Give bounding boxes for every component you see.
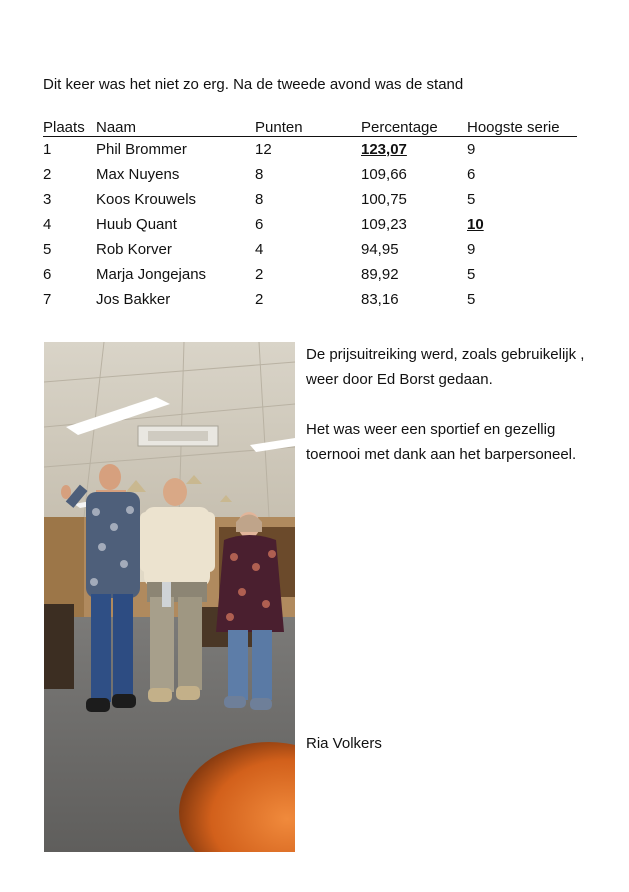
row-series: 5 — [467, 191, 476, 208]
author-signature: Ria Volkers — [306, 735, 382, 752]
row-place: 3 — [43, 191, 52, 208]
intro-text: Dit keer was het niet zo erg. Na de tweede avond was de stand — [43, 76, 464, 93]
row-series: 9 — [467, 241, 476, 258]
table-row — [43, 287, 577, 312]
row-percentage-highlight: 123,07 — [361, 141, 407, 158]
row-place: 5 — [43, 241, 52, 258]
table-row — [43, 187, 577, 212]
row-name: Max Nuyens — [96, 166, 180, 183]
row-series: 5 — [467, 266, 476, 283]
header-punten: Punten — [255, 116, 361, 137]
row-series: 9 — [467, 141, 476, 158]
standings-table — [43, 116, 577, 312]
row-percentage: 83,16 — [361, 291, 399, 308]
report-text — [306, 342, 606, 492]
table-row — [43, 162, 577, 187]
row-name: Phil Brommer — [96, 141, 187, 158]
row-name: Marja Jongejans — [96, 266, 207, 283]
row-percentage: 109,23 — [361, 216, 407, 233]
row-points: 2 — [255, 291, 264, 308]
row-name: Jos Bakker — [96, 291, 171, 308]
header-hoogste-serie: Hoogste serie — [467, 116, 577, 137]
row-series: 6 — [467, 166, 476, 183]
paragraph-thanks: Het was weer een sportief en gezellig toernooi met dank aan het barpersoneel. — [306, 421, 577, 463]
row-points: 8 — [255, 191, 264, 208]
row-percentage: 100,75 — [361, 191, 407, 208]
row-place: 7 — [43, 291, 52, 308]
row-name: Koos Krouwels — [96, 191, 197, 208]
table-row — [43, 237, 577, 262]
row-percentage: 89,92 — [361, 266, 399, 283]
row-points: 8 — [255, 166, 264, 183]
table-row — [43, 212, 577, 237]
header-plaats: Plaats — [43, 116, 96, 137]
row-percentage: 109,66 — [361, 166, 407, 183]
prize-ceremony-photo — [44, 342, 295, 852]
row-name: Huub Quant — [96, 216, 177, 233]
row-points: 2 — [255, 266, 264, 283]
row-place: 4 — [43, 216, 52, 233]
table-row — [43, 262, 577, 287]
row-points: 4 — [255, 241, 264, 258]
row-name: Rob Korver — [96, 241, 172, 258]
row-place: 2 — [43, 166, 52, 183]
row-points: 12 — [255, 141, 272, 158]
row-percentage: 94,95 — [361, 241, 399, 258]
header-naam: Naam — [96, 116, 255, 137]
header-percentage: Percentage — [361, 116, 467, 137]
row-series: 5 — [467, 291, 476, 308]
row-place: 6 — [43, 266, 52, 283]
table-row — [43, 137, 577, 163]
row-place: 1 — [43, 141, 52, 158]
paragraph-prize-ceremony: De prijsuitreiking werd, zoals gebruikelijk , weer door Ed Borst gedaan. — [306, 346, 585, 388]
standings-header-row — [43, 116, 577, 137]
row-points: 6 — [255, 216, 264, 233]
row-series-highlight: 10 — [467, 216, 484, 233]
